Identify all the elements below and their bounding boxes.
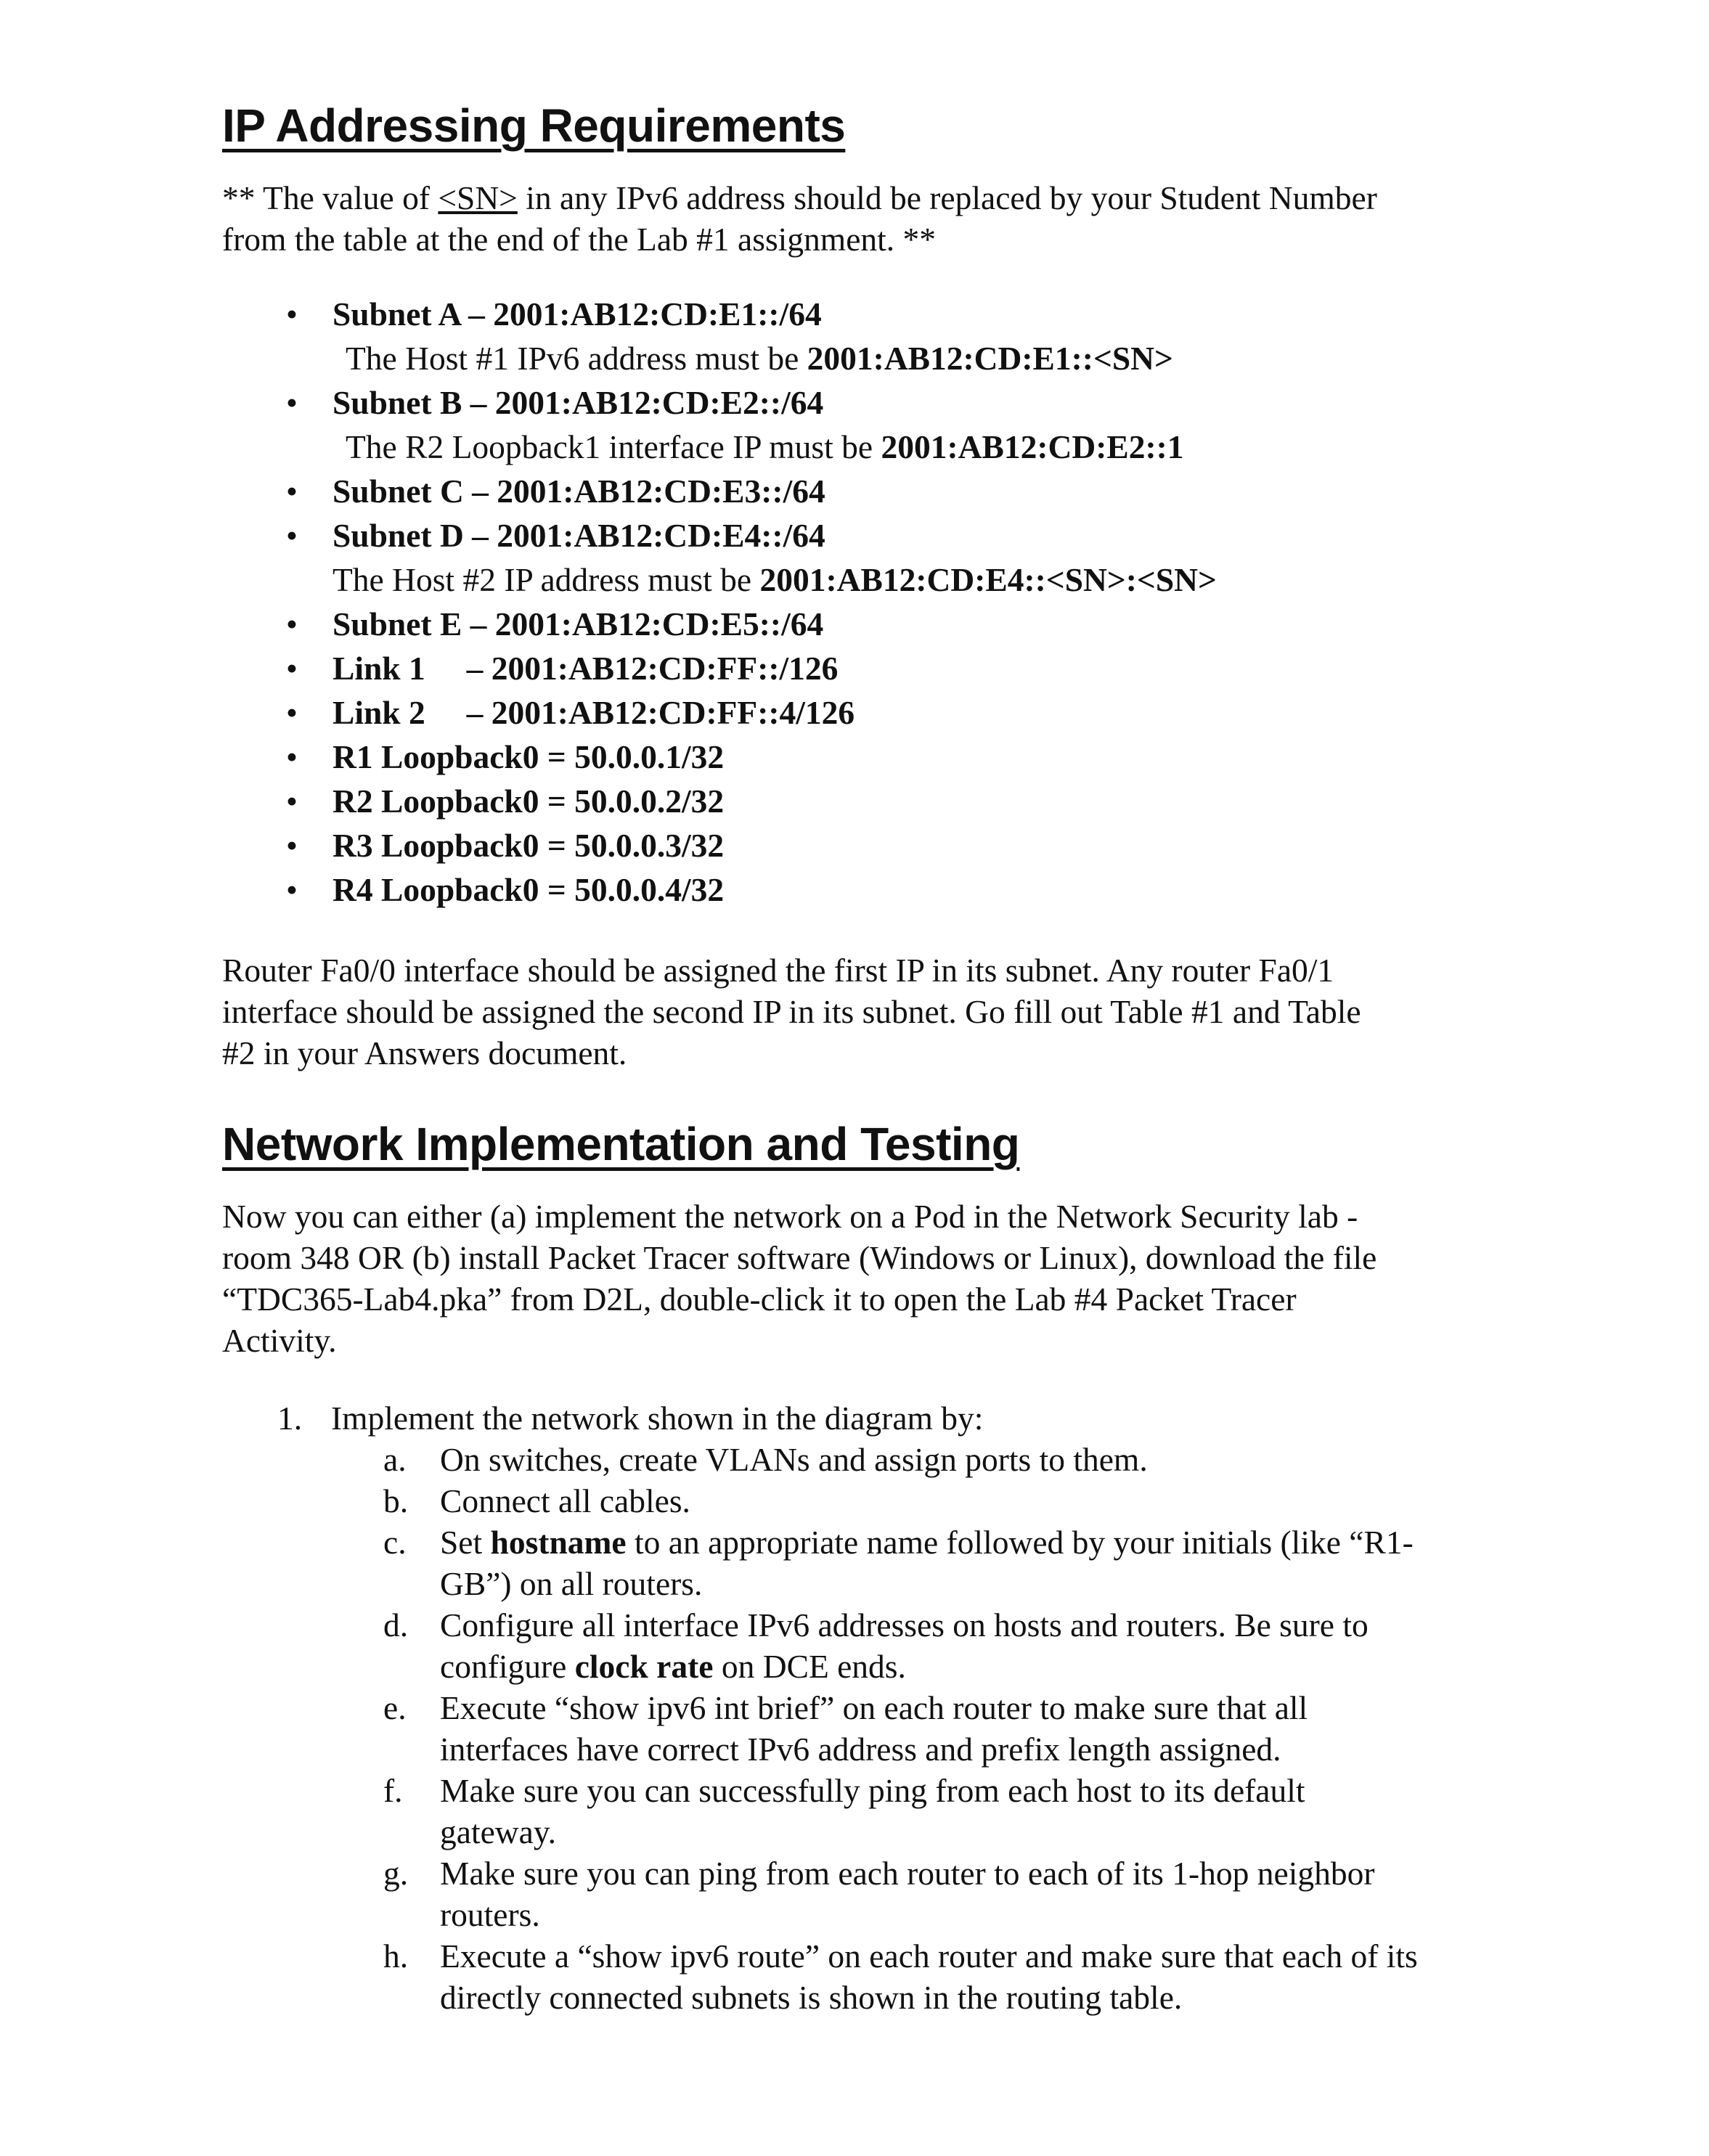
list-item-subnet-e: • Subnet E – 2001:AB12:CD:E5::/64	[282, 602, 1581, 646]
list-item-r1-loopback: • R1 Loopback0 = 50.0.0.1/32	[282, 735, 1581, 779]
bullet-icon: •	[286, 738, 298, 775]
router-interface-paragraph: Router Fa0/0 interface should be assigned the first IP in its subnet. Any router Fa0/1 interface should be assigned the second IP in its subnet. Go fill out Table #1 and Table #2 in your Answers document.	[222, 952, 1361, 1071]
sn-placeholder: <SN>	[438, 179, 518, 216]
substep-d: d. Configure all interface IPv6 addresses on hosts and routers. Be sure to configure clock rate on DCE ends.	[383, 1606, 1369, 1685]
bullet-icon: •	[286, 650, 298, 687]
substep-g: g. Make sure you can ping from each router to each of its 1-hop neighbor routers.	[383, 1855, 1375, 1933]
implementation-steps	[222, 1397, 1522, 2018]
step-1-substeps	[331, 1439, 1522, 2018]
list-item-link-1: • Link 1 – 2001:AB12:CD:FF::/126	[282, 646, 1581, 690]
bullet-icon: •	[286, 295, 298, 332]
bullet-icon: •	[286, 783, 298, 820]
substep-a: a. On switches, create VLANs and assign ports to them.	[383, 1441, 1148, 1478]
bullet-icon: •	[286, 871, 298, 908]
substep-c: c. Set hostname to an appropriate name followed by your initials (like “R1- GB”) on all routers.	[383, 1524, 1414, 1602]
list-item-subnet-d: • Subnet D – 2001:AB12:CD:E4::/64 The Host #2 IP address must be 2001:AB12:CD:E4::<SN>:<SN>	[282, 513, 1581, 602]
step-number: 1.	[277, 1400, 303, 1437]
section-title-ip-addressing: IP Addressing Requirements	[222, 99, 846, 152]
document-page	[222, 93, 1522, 2018]
bullet-icon: •	[286, 473, 298, 510]
step-1: 1. Implement the network shown in the diagram by: a. On switches, create VLANs and assign ports to them. b. Connect all cables. c. Set hostname to an appropriate name followed by your initials (like “R1- GB”) on all routers. d. Configure all interface IPv6 addresses on hosts and routers. Be sure to configure clock rate on DCE ends. e. Execute “show ipv6 int brief” on each router to make sure that all interfaces have correct IPv6 address and prefix length assigned. f. Make sure you can successfully ping from each host to its default gateway. g. Make sure you can ping from each router to each of its 1-hop neighbor routers. h. Execute a “show ipv6 route” on each router and make sure that each of its directly connected subnets is shown in the routing table.	[222, 1397, 1522, 2018]
bullet-icon: •	[286, 605, 298, 642]
list-item-r4-loopback: • R4 Loopback0 = 50.0.0.4/32	[282, 867, 1581, 912]
list-item-subnet-a: • Subnet A – 2001:AB12:CD:E1::/64 The Host #1 IPv6 address must be 2001:AB12:CD:E1::<SN>	[282, 292, 1581, 380]
implementation-intro: Now you can either (a) implement the network on a Pod in the Network Security lab - room 348 OR (b) install Packet Tracer software (Windows or Linux), download the file “TDC365-Lab4.pka” from D2L, double-click it to open the Lab #4 Packet Tracer Activity.	[222, 1198, 1377, 1359]
section-title-network-implementation: Network Implementation and Testing	[222, 1118, 1020, 1170]
substep-f: f. Make sure you can successfully ping from each host to its default gateway.	[383, 1772, 1305, 1850]
subnet-a-note: The Host #1 IPv6 address must be 2001:AB12:CD:E1::<SN>	[346, 340, 1173, 377]
subnet-b-note: The R2 Loopback1 interface IP must be 2001:AB12:CD:E2::1	[346, 428, 1184, 465]
substep-h: h. Execute a “show ipv6 route” on each router and make sure that each of its directly connected subnets is shown in the routing table.	[383, 1937, 1418, 2016]
student-number-note: ** The value of <SN> in any IPv6 address should be replaced by your Student Number from the table at the end of the Lab #1 assignment. **	[222, 179, 1377, 258]
bullet-icon: •	[286, 384, 298, 421]
list-item-subnet-b: • Subnet B – 2001:AB12:CD:E2::/64 The R2 Loopback1 interface IP must be 2001:AB12:CD:E2::1	[282, 380, 1581, 469]
substep-b: b. Connect all cables.	[383, 1482, 690, 1519]
bullet-icon: •	[286, 827, 298, 864]
list-item-subnet-c: • Subnet C – 2001:AB12:CD:E3::/64	[282, 469, 1581, 513]
list-item-r3-loopback: • R3 Loopback0 = 50.0.0.3/32	[282, 823, 1581, 867]
substep-e: e. Execute “show ipv6 int brief” on each router to make sure that all interfaces have correct IPv6 address and prefix length assigned.	[383, 1689, 1308, 1768]
subnet-list	[282, 292, 1581, 912]
subnet-d-note: The Host #2 IP address must be 2001:AB12:CD:E4::<SN>:<SN>	[333, 561, 1217, 598]
list-item-link-2: • Link 2 – 2001:AB12:CD:FF::4/126	[282, 690, 1581, 735]
bullet-icon: •	[286, 517, 298, 554]
list-item-r2-loopback: • R2 Loopback0 = 50.0.0.2/32	[282, 779, 1581, 823]
bullet-icon: •	[286, 694, 298, 731]
